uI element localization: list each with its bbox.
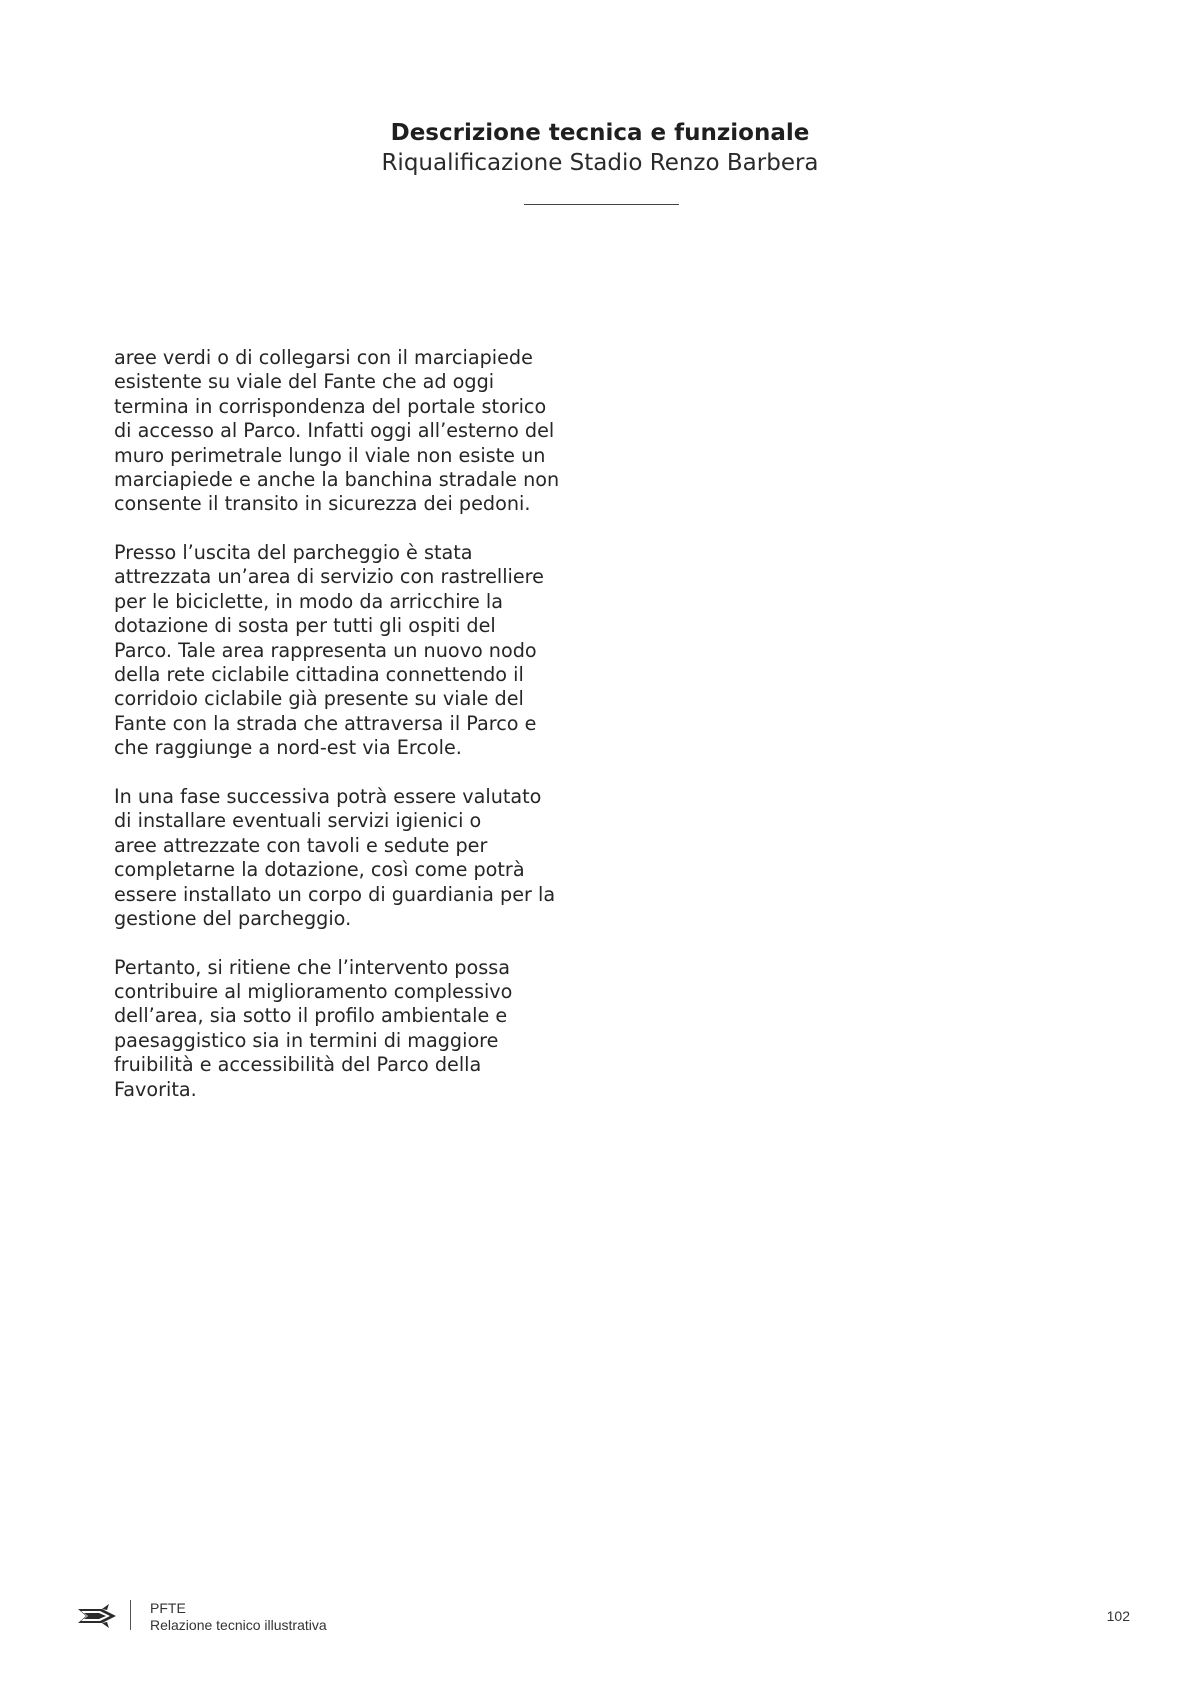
page-subtitle: Riqualificazione Stadio Renzo Barbera	[381, 150, 819, 176]
footer-divider	[130, 1600, 131, 1630]
footer-line-report: Relazione tecnico illustrativa	[150, 1617, 327, 1633]
footer-line-pfte: PFTE	[150, 1600, 186, 1616]
page-number: 102	[1106, 1608, 1130, 1624]
footer-document-label	[150, 1600, 327, 1634]
paragraph: In una fase successiva potrà essere valutato di installare eventuali servizi igienici o aree attrezzate con tavoli e sedute per completarne la dotazione, così come potrà essere installato un corpo di guardiania per la gestione del parcheggio.	[114, 784, 556, 930]
paragraph: Pertanto, si ritiene che l’intervento possa contribuire al miglioramento complessivo dell’area, sia sotto il profilo ambientale e paesaggistico sia in termini di maggiore fruibilità e accessibilità del Parco della Favorita.	[114, 955, 513, 1101]
page-footer	[76, 1594, 1130, 1634]
paragraph: Presso l’uscita del parcheggio è stata attrezzata un’area di servizio con rastrelliere per le biciclette, in modo da arricchire la dotazione di sosta per tutti gli ospiti del Parco. Tale area rappresenta un nuovo nodo della rete ciclabile cittadina connettendo il corridoio ciclabile già presente su viale del Fante con la strada che attraversa il Parco e che raggiunge a nord-est via Ercole.	[114, 541, 544, 760]
page-header	[0, 118, 1200, 178]
body-text	[114, 346, 584, 1126]
page-title: Descrizione tecnica e funzionale	[390, 120, 810, 146]
header-divider	[524, 204, 679, 205]
eagle-logo-icon	[76, 1600, 120, 1632]
paragraph: aree verdi o di collegarsi con il marciapiede esistente su viale del Fante che ad oggi termina in corrispondenza del portale storico di accesso al Parco. Infatti oggi all’esterno del muro perimetrale lungo il viale non esiste un marciapiede e anche la banchina stradale non consente il transito in sicurezza dei pedoni.	[114, 346, 560, 516]
